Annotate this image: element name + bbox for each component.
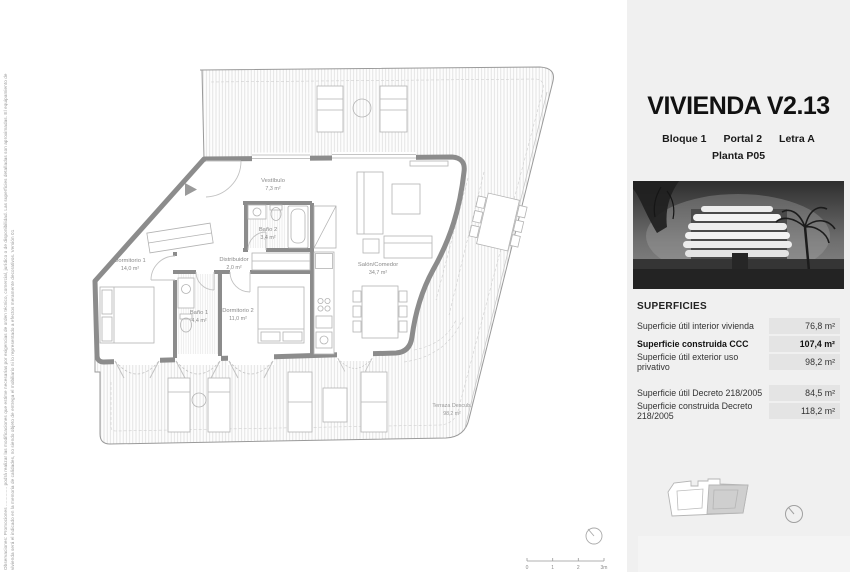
disclaimer-line-1: Observaciones: Promociones .............. podrá realizar las modificaciones que estime necesarias por exigencias de orden técnico, comercial, jurídico o de disponibilidad. Las superficies detalladas son aproximadas. El equipamiento de — [3, 73, 8, 570]
page-title: VIVIENDA V2.13 — [647, 92, 830, 120]
table-group-gap — [637, 371, 840, 384]
room-area: 4,4 m² — [191, 318, 207, 324]
room-area: 2,0 m² — [226, 265, 242, 271]
room-label: Vestíbulo — [261, 178, 285, 184]
superficies-table — [637, 317, 840, 420]
row-value: 84,5 m² — [769, 385, 840, 401]
row-value: 76,8 m² — [769, 318, 840, 334]
wardrobe-dormitorio-2 — [252, 253, 310, 270]
room-area: 14,0 m² — [120, 266, 140, 272]
room-label: Salón/Comedor — [357, 262, 399, 268]
svg-text:1: 1 — [551, 565, 555, 571]
pantry-closet — [314, 206, 336, 248]
row-value: 107,4 m² — [769, 336, 840, 352]
planta-label: Planta P05 — [711, 150, 766, 162]
svg-text:3m: 3m — [600, 565, 608, 571]
panel-footer — [638, 536, 850, 572]
table-row — [637, 353, 840, 371]
room-label: Baño 1 — [189, 310, 209, 316]
north-compass-icon — [586, 528, 602, 544]
room-area: 3,4 m² — [260, 235, 276, 241]
disclaimer-line-2: vivienda será el indicado en la memoria de calidades, no siendo objeto de entrega el mobiliario ni lo representado a efectos meramente decorativos. Versión 01 — [9, 229, 15, 570]
letra-label: Letra A — [779, 133, 815, 145]
row-label: Superficie útil interior vivienda — [637, 321, 754, 331]
unit-subtitle — [627, 133, 850, 145]
table-row — [637, 384, 840, 402]
room-label: Dormitorio 2 — [222, 308, 254, 314]
photo-lawn — [633, 269, 844, 289]
room-area: 11,0 m² — [229, 316, 247, 322]
bed-dormitorio-2 — [258, 287, 304, 343]
room-label: Terraza Descub. — [432, 403, 472, 409]
row-value: 98,2 m² — [769, 354, 840, 370]
building-photo — [633, 181, 844, 289]
photo-building — [683, 206, 792, 259]
scale-bar — [527, 558, 604, 561]
bed-dormitorio-1 — [100, 287, 154, 343]
room-area: 7,3 m² — [265, 186, 281, 192]
portal-label: Portal 2 — [723, 133, 763, 145]
info-panel — [627, 0, 850, 572]
row-label: Superficie construida Decreto 218/2005 — [637, 401, 753, 421]
dining-table — [353, 286, 407, 338]
scale-labels — [526, 565, 608, 571]
bloque-label: Bloque 1 — [662, 133, 707, 145]
table-row — [637, 402, 840, 420]
table-row — [637, 317, 840, 335]
table-row — [637, 335, 840, 353]
row-label: Superficie útil Decreto 218/2005 — [637, 388, 763, 398]
window — [252, 152, 416, 162]
svg-text:0: 0 — [525, 565, 529, 571]
room-label: Distribuidor — [219, 257, 249, 263]
room-label: Baño 2 — [258, 227, 278, 233]
kitchen-counter — [314, 252, 334, 354]
room-label: Dormitorio 1 — [114, 258, 146, 264]
room-area: 98,2 m² — [443, 411, 461, 417]
panel-north-compass-icon — [783, 503, 805, 525]
legal-disclaimer — [3, 6, 17, 570]
svg-text:2: 2 — [576, 565, 580, 571]
row-value: 118,2 m² — [769, 403, 840, 419]
site-key-plan — [665, 476, 753, 520]
superficies-heading: SUPERFICIES — [637, 301, 707, 312]
row-label: Superficie útil exterior uso privativo — [637, 352, 739, 372]
row-label: Superficie construida CCC — [637, 339, 749, 349]
room-area: 34,7 m² — [368, 270, 388, 276]
